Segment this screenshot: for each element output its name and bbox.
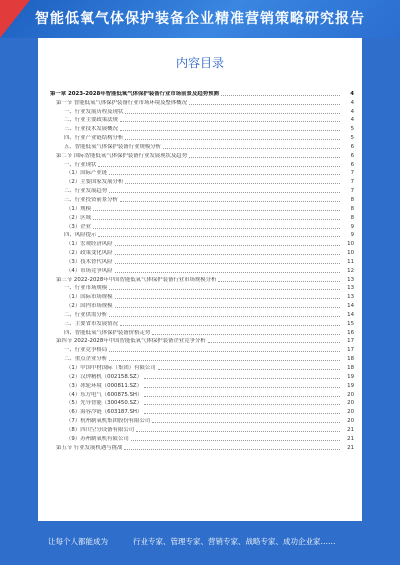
- toc-entry[interactable]: [50, 159, 354, 168]
- toc-entry-title: 一、行业市场规模: [64, 285, 108, 292]
- toc-entry-page: 17: [347, 338, 354, 345]
- toc-leader-dots: [115, 245, 340, 246]
- toc-entry-title: 二、行业发展趋势: [64, 188, 108, 195]
- toc-entry-title: （1）中国中材国际（集团）有限公司: [66, 365, 156, 371]
- toc-leader-dots: [93, 219, 340, 220]
- toc-leader-dots: [109, 174, 340, 175]
- toc-entry-page: 4: [350, 108, 354, 115]
- toc-entry-page: 20: [347, 391, 354, 398]
- toc-entry-page: 19: [347, 373, 354, 380]
- toc-entry-title: 三、行业技术发展概况: [64, 126, 118, 133]
- toc-entry-title: 四、风险提示: [64, 232, 97, 239]
- toc-entry-title: （1）国际市场规模: [66, 294, 113, 301]
- toc-entry-title: 一、行业现状: [64, 161, 97, 168]
- report-title: 智能低氧气体保护装备企业精准营销策略研究报告: [35, 11, 365, 27]
- toc-entry[interactable]: [50, 123, 354, 132]
- toc-entry-title: （7）杭州制氧机集团股份有限公司: [66, 418, 151, 425]
- toc-leader-dots: [115, 263, 340, 264]
- toc-heading: 内容目录: [175, 56, 224, 70]
- toc-entry-title: 第五节 行业发展机遇与挑战: [56, 444, 123, 451]
- toc-leader-dots: [93, 228, 340, 229]
- toc-entry-title: （8）四川空分设备有限公司: [66, 426, 135, 433]
- toc-entry[interactable]: [50, 88, 354, 97]
- toc-leader-dots: [152, 334, 340, 335]
- toc-entry[interactable]: [50, 327, 354, 336]
- toc-entry-title: 四、智能低氧气体保护装备价格走势: [64, 329, 151, 336]
- toc-leader-dots: [152, 422, 340, 423]
- toc-leader-dots: [125, 183, 340, 184]
- toc-entry[interactable]: [50, 212, 354, 221]
- toc-leader-dots: [144, 396, 340, 397]
- toc-entry-page: 18: [347, 356, 354, 363]
- toc-entry-title: （3）技术替代风险: [66, 258, 113, 265]
- toc-entry[interactable]: [50, 291, 354, 300]
- toc-entry-page: 7: [350, 179, 354, 186]
- toc-entry-title: 第二节 国际智能低氧气体保护装备行业发展现状及趋势: [56, 152, 188, 159]
- toc-entry[interactable]: [50, 283, 354, 292]
- toc-entry-page: 15: [347, 320, 354, 327]
- toc-entry[interactable]: [50, 318, 354, 327]
- toc-entry[interactable]: [50, 106, 354, 115]
- toc-leader-dots: [221, 95, 340, 96]
- toc-entry-page: 10: [347, 241, 354, 248]
- toc-entry[interactable]: [50, 238, 354, 247]
- toc-entry-title: （2）区域: [66, 214, 91, 221]
- footer-slogan-right: 行业专家、管理专家、营销专家、战略专家、成功企业家……: [133, 537, 336, 546]
- toc-entry-page: 14: [347, 311, 354, 318]
- toc-entry-page: 19: [347, 382, 354, 389]
- toc-entry-title: （1）宏观经济风险: [66, 241, 113, 248]
- toc-entry-page: 21: [347, 444, 354, 451]
- toc-entry-title: （6）海容冷链（603187.SH）: [66, 409, 143, 416]
- toc-entry[interactable]: [50, 256, 354, 265]
- toc-entry-page: 6: [350, 152, 354, 159]
- toc-entry[interactable]: [50, 141, 354, 150]
- toc-entry[interactable]: [50, 247, 354, 256]
- toc-entry-title: 三、主要省市发展情况: [64, 320, 118, 327]
- toc-entry-title: （3）冰轮环境（000811.SZ）: [66, 382, 142, 389]
- toc-entry-page: 8: [350, 196, 354, 203]
- toc-entry[interactable]: [50, 398, 354, 407]
- toc-entry-title: （4）东方电气（600875.SH）: [66, 391, 143, 398]
- toc-entry-page: 5: [350, 135, 354, 142]
- toc-entry-page: 4: [350, 90, 354, 97]
- report-header: [0, 0, 400, 38]
- toc-entry[interactable]: [50, 97, 354, 106]
- toc-entry-title: 一、行业竞争格局: [64, 347, 108, 354]
- toc-leader-dots: [144, 413, 340, 414]
- toc-entry-page: 20: [347, 418, 354, 425]
- toc-leader-dots: [120, 121, 340, 122]
- toc-leader-dots: [98, 166, 340, 167]
- toc-entry-title: 二、行业主要政策法规: [64, 117, 118, 124]
- toc-leader-dots: [98, 236, 340, 237]
- toc-entry[interactable]: [50, 132, 354, 141]
- toc-entry-title: （2）主要国家发展分析: [66, 179, 124, 186]
- toc-leader-dots: [144, 378, 340, 379]
- toc-entry-title: （1）国际产业链: [66, 170, 108, 177]
- toc-leader-dots: [115, 307, 340, 308]
- toc-entry-page: 11: [347, 258, 354, 265]
- toc-entry-page: 10: [347, 250, 354, 257]
- toc-leader-dots: [109, 289, 340, 290]
- toc-entry[interactable]: [50, 309, 354, 318]
- toc-entry-page: 16: [347, 329, 354, 336]
- toc-entry-page: 4: [350, 99, 354, 106]
- toc-entry-page: 8: [350, 214, 354, 221]
- toc-entry-page: 21: [347, 426, 354, 433]
- toc-entry[interactable]: [50, 389, 354, 398]
- toc-entry-page: 6: [350, 143, 354, 150]
- toc-entry[interactable]: [50, 150, 354, 159]
- toc-entry-title: 一、行业发展历程及现状: [64, 108, 124, 115]
- toc-entry[interactable]: [50, 424, 354, 433]
- toc-entry-title: 三、行业投资前景分析: [64, 196, 118, 203]
- toc-entry-title: 五、智能低氧气体保护装备行业规模分析: [64, 143, 162, 150]
- toc-entry-title: 二、行业供需分析: [64, 311, 108, 318]
- toc-entry[interactable]: [50, 203, 354, 212]
- report-footer: [0, 521, 400, 565]
- toc-entry-page: 13: [347, 276, 354, 283]
- toc-entry-title: 二、重点企业分析: [64, 356, 108, 363]
- toc-leader-dots: [125, 113, 340, 114]
- toc-entry-page: 21: [347, 435, 354, 442]
- toc-leader-dots: [120, 130, 340, 131]
- toc-entry-title: （2）国内市场规模: [66, 303, 113, 310]
- toc-entry-title: 四、行业产业链结构分析: [64, 135, 124, 142]
- toc-leader-dots: [124, 449, 340, 450]
- toc-entry-title: （2）政策变化风险: [66, 250, 113, 257]
- toc-entry[interactable]: [50, 442, 354, 451]
- toc-leader-dots: [109, 316, 340, 317]
- toc-entry-title: 第一节 智能低氧气体保护装备行业市场环境及整体概况: [56, 99, 188, 106]
- toc-entry-title: 第三节 2022-2028年中国智能低氧气体保护装备行业市场规模分析: [56, 276, 217, 283]
- toc-entry-page: 8: [350, 205, 354, 212]
- toc-leader-dots: [131, 440, 340, 441]
- toc-entry-title: 第一章 2023-2028年智能低氧气体保护装备行业市场前景及趋势预测: [50, 90, 219, 97]
- toc-leader-dots: [109, 192, 340, 193]
- toc-leader-dots: [189, 157, 340, 158]
- toc-entry-title: 第四节 2022-2028年中国智能低氧气体保护装备企业竞争分析: [56, 338, 206, 345]
- toc-leader-dots: [189, 104, 340, 105]
- toc-entry-page: 14: [347, 303, 354, 310]
- toc-leader-dots: [144, 387, 340, 388]
- toc-entry-page: 9: [350, 223, 354, 230]
- toc-entry-page: 4: [350, 117, 354, 124]
- toc-entry-page: 17: [347, 347, 354, 354]
- toc-entry-title: （2）汉钟精机（002158.SZ）: [66, 373, 142, 380]
- toc-leader-dots: [144, 404, 340, 405]
- toc-entry-page: 7: [350, 188, 354, 195]
- toc-entry[interactable]: [50, 194, 354, 203]
- toc-leader-dots: [93, 210, 340, 211]
- toc-entry[interactable]: [50, 221, 354, 230]
- toc-entry[interactable]: [50, 362, 354, 371]
- toc-entry[interactable]: [50, 300, 354, 309]
- toc-entry[interactable]: [50, 168, 354, 177]
- toc-entry-title: （9）苏州制氧机有限公司: [66, 435, 129, 442]
- toc-leader-dots: [218, 281, 340, 282]
- toc-entry[interactable]: [50, 380, 354, 389]
- toc-leader-dots: [163, 148, 340, 149]
- toc-leader-dots: [158, 369, 340, 370]
- toc-entry[interactable]: [50, 371, 354, 380]
- table-of-contents: [50, 88, 354, 451]
- toc-leader-dots: [115, 272, 340, 273]
- toc-entry[interactable]: [50, 406, 354, 415]
- toc-entry-page: 7: [350, 170, 354, 177]
- toc-entry-title: （5）先导智能（300450.SZ）: [66, 400, 142, 407]
- toc-entry-page: 18: [347, 365, 354, 371]
- toc-entry[interactable]: [50, 353, 354, 362]
- toc-entry[interactable]: [50, 265, 354, 274]
- toc-leader-dots: [109, 351, 340, 352]
- toc-leader-dots: [109, 360, 340, 361]
- toc-leader-dots: [115, 298, 340, 299]
- toc-entry-page: 13: [347, 285, 354, 292]
- toc-entry-title: （4）市场竞争风险: [66, 267, 113, 274]
- toc-entry[interactable]: [50, 344, 354, 353]
- toc-entry-title: （3）企业: [66, 223, 91, 230]
- toc-entry[interactable]: [50, 176, 354, 185]
- toc-entry[interactable]: [50, 274, 354, 283]
- toc-entry[interactable]: [50, 415, 354, 424]
- toc-entry-page: 20: [347, 409, 354, 416]
- toc-entry-page: 6: [350, 161, 354, 168]
- toc-leader-dots: [136, 431, 340, 432]
- footer-slogan-left: 让每个人都能成为: [48, 537, 108, 546]
- toc-leader-dots: [208, 342, 340, 343]
- toc-leader-dots: [120, 325, 340, 326]
- toc-entry[interactable]: [50, 336, 354, 345]
- toc-leader-dots: [115, 254, 340, 255]
- toc-entry-page: 12: [347, 267, 354, 274]
- document-page: [38, 38, 362, 521]
- toc-entry[interactable]: [50, 433, 354, 442]
- toc-entry-page: 20: [347, 400, 354, 407]
- toc-entry-page: 13: [347, 294, 354, 301]
- toc-leader-dots: [125, 139, 340, 140]
- toc-leader-dots: [120, 201, 340, 202]
- toc-entry[interactable]: [50, 230, 354, 239]
- toc-entry-page: 9: [350, 232, 354, 239]
- toc-entry-page: 5: [350, 126, 354, 133]
- toc-entry-title: （1）规模: [66, 205, 91, 212]
- toc-entry[interactable]: [50, 115, 354, 124]
- toc-entry[interactable]: [50, 185, 354, 194]
